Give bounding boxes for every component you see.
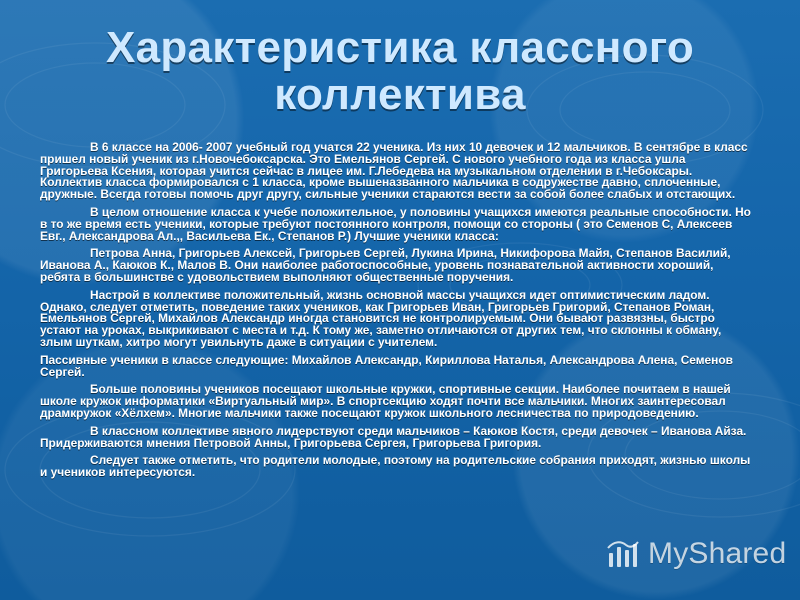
page-title — [0, 24, 800, 118]
title-line-1: Характеристика классного — [105, 23, 695, 72]
chart-icon — [606, 538, 640, 570]
watermark-text: MyShared — [648, 537, 787, 570]
paragraph-4: Настрой в коллективе положительный, жизнь основной массы учащихся идет оптимистическим ладом. Однако, следует отметить, поведение таких учеников, как Григорьев Иван, Григорьев Григорий, Степанов Роман, Емельянов Сергей, Михайлов Александр иногда становится не контролируемым. Они бывают развязны, быстро устают на уроках, выкрикивают с места и т.д. К тому же, заметно отличаются от других тем, что склонны к обману, злым шуткам, хитро могут увильнуть даже в ситуации с учителем. — [40, 287, 722, 349]
watermark — [606, 538, 786, 570]
slide-content — [40, 142, 756, 485]
paragraph-3: Петрова Анна, Григорьев Алексей, Григорьев Сергей, Лукина Ирина, Никифорова Майя, Степанов Василий, Иванова А., Каюков К., Малов В. Они наиболее работоспособные, уровень познавательной активности хороший, ребята в большинстве с удовольствием выполняют общественные поручения. — [40, 246, 731, 284]
title-line-2: коллектива — [274, 70, 526, 119]
paragraph-8: Следует также отметить, что родители молодые, поэтому на родительские собрания приходят, жизнью школы и учеников интересуются. — [40, 453, 751, 480]
paragraph-7: В классном коллективе явного лидерствуют среди мальчиков – Каюков Костя, среди девочек – Иванова Айза. Придерживаются мнения Петровой Анны, Григорьева Сергея, Григорьева Григория. — [40, 423, 747, 450]
paragraph-5: Пассивные ученики в классе следующие: Михайлов Александр, Кириллова Наталья, Александрова Алена, Семенов Сергей. — [40, 352, 733, 379]
paragraph-1: В 6 классе на 2006- 2007 учебный год учатся 22 ученика. Из них 10 девочек и 12 мальчиков. В сентябре в класс пришел новый ученик из г.Новочебоксарска. Это Емельянов Сергей. С нового учебного года из класса ушла Григорьева Ксения, которая учится сейчас в лицее им. Г.Лебедева на музыкальном отделении в г.Чебоксары. Коллектив класса формировался с 1 класса, кроме вышеназванного мальчика в содружестве давно, сплоченные, дружные. Всегда готовы помочь друг другу, сильные ученики стараются вести за собой более слабых и отстающих. — [40, 140, 748, 202]
paragraph-2: В целом отношение класса к учебе положительное, у половины учащихся имеются реальные способности. Но в то же время есть ученики, которые требуют постоянного контроля, помощи со стороны ( это Семенов С, Алексеев Евг., Александрова Ал.,, Васильева Ек., Степанов Р.) Лучшие ученики класса: — [40, 204, 751, 243]
paragraph-6: Больше половины учеников посещают школьные кружки, спортивные секции. Наиболее почитаем в нашей школе кружок информатики «Виртуальный мир». В спортсекцию ходят почти все мальчики. Многих заинтересовал драмкружок «Хёлхем». Многие мальчики также посещают кружок школьного лесничества по природоведению. — [40, 382, 731, 420]
